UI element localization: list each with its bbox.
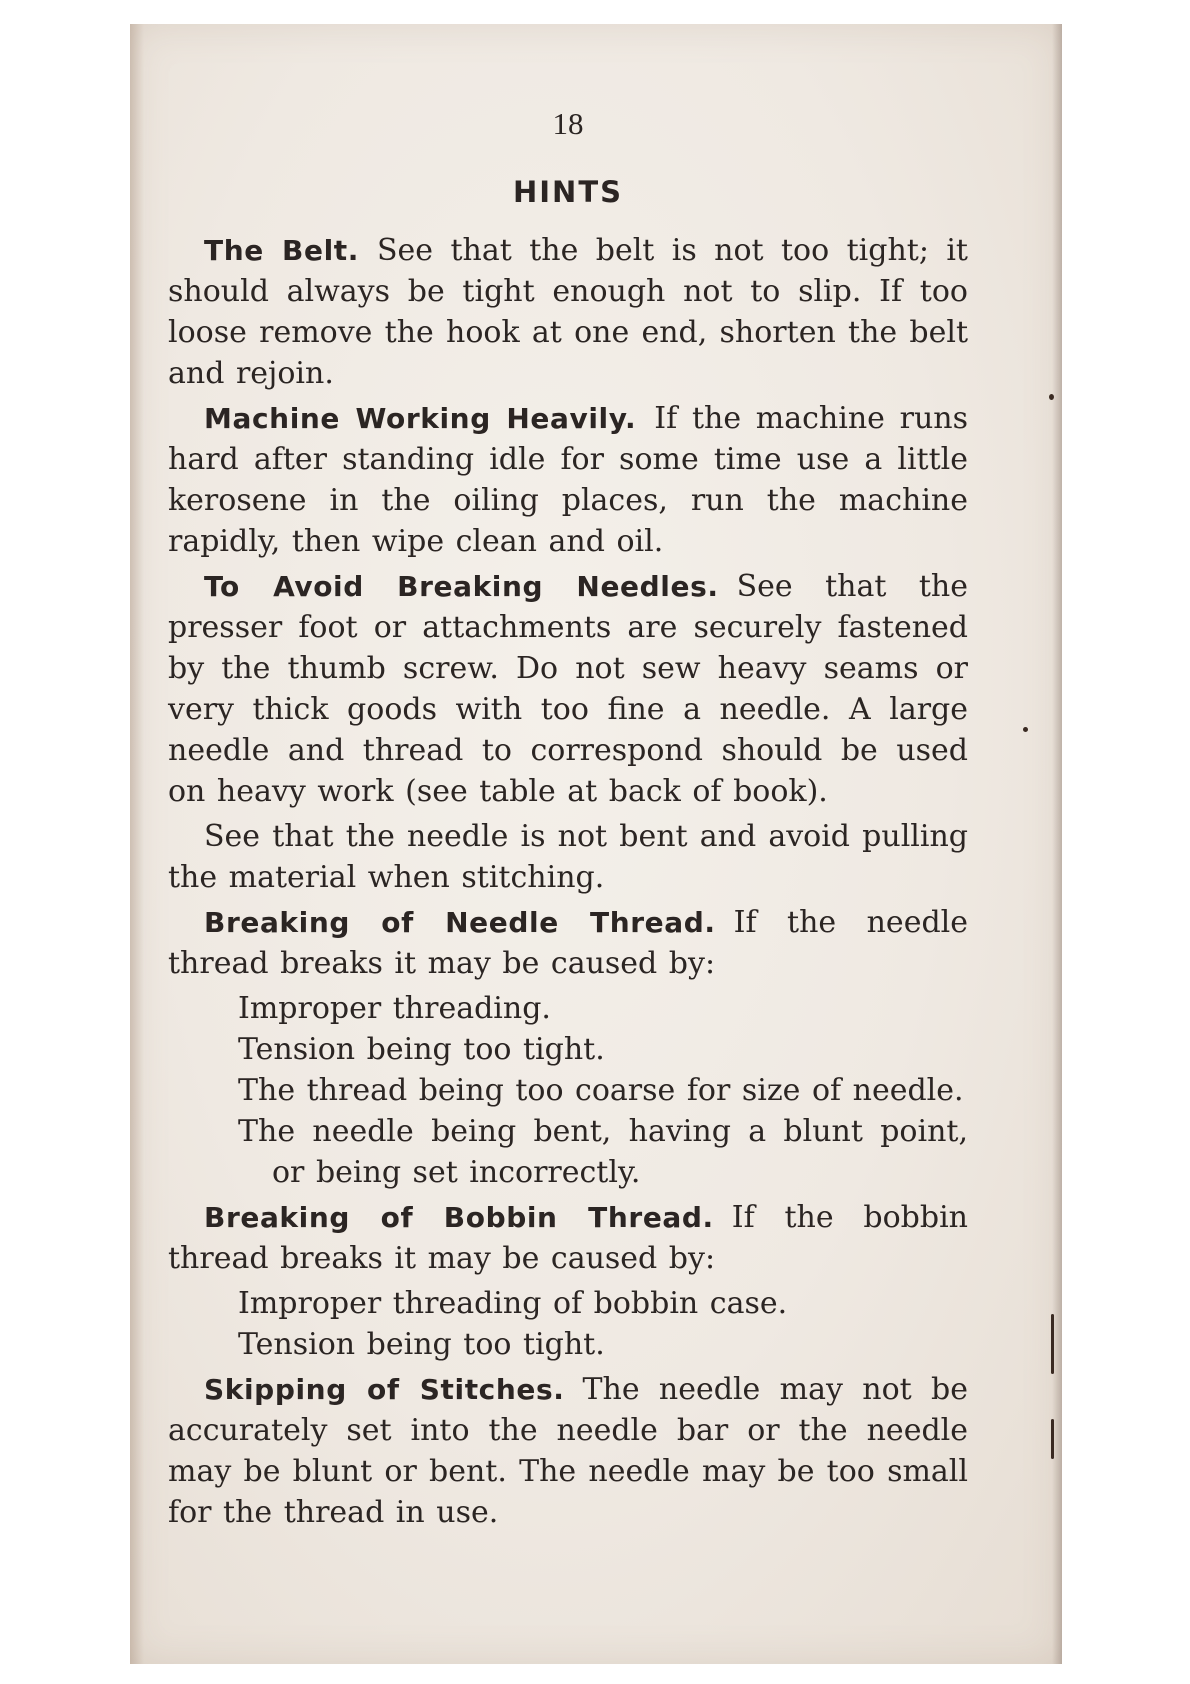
page-number: 18: [552, 106, 584, 141]
page-edge-shadow-right: [1052, 24, 1062, 1664]
section-title: Breaking of Bobbin Thread.: [204, 1201, 714, 1234]
section-title: The Belt.: [204, 234, 359, 267]
section-needles-extra: See that the needle is not bent and avoid pulling the material when stitching.: [168, 819, 968, 895]
section-body: If the bobbin thread breaks it may be caused by:: [168, 1200, 968, 1276]
list-item: The thread being too coarse for size of needle.: [238, 1073, 964, 1108]
section-title: Machine Working Heavily.: [204, 402, 637, 435]
section-avoid-breaking-needles: [168, 566, 968, 812]
ink-speck: [1049, 394, 1054, 400]
list-item: The needle being bent, having a blunt point, or being set incorrectly.: [238, 1114, 968, 1190]
section-title: To Avoid Breaking Needles.: [204, 570, 719, 603]
needle-thread-causes-list: [168, 988, 968, 1193]
list-item: Improper threading of bobbin case.: [238, 1286, 788, 1321]
bobbin-thread-causes-list: [168, 1283, 968, 1365]
section-body: See that the presser foot or attachments are securely fastened by the thumb screw. Do not sew heavy seams or very thick goods with too fine a needle. A large needle and thread to correspond should be used on heavy work (see table at back of book).: [168, 569, 968, 809]
section-title: Skipping of Stitches.: [204, 1373, 565, 1406]
section-title: Breaking of Needle Thread.: [204, 906, 716, 939]
section-breaking-needle-thread: [168, 902, 968, 984]
list-item: Tension being too tight.: [238, 1327, 605, 1362]
page-edge-shadow-left: [130, 24, 144, 1664]
ink-speck: [1023, 727, 1028, 732]
section-machine-working-heavily: [168, 398, 968, 562]
ink-speck: [1051, 1314, 1054, 1374]
section-body: See that the belt is not too tight; it should always be tight enough not to slip. If too loose remove the hook at one end, shorten the belt and rejoin.: [168, 233, 968, 391]
section-body: If the machine runs hard after standing idle for some time use a little kerosene in the oiling places, run the machine rapidly, then wipe clean and oil.: [168, 401, 969, 559]
book-page: [130, 24, 1062, 1664]
section-body: If the needle thread breaks it may be caused by:: [168, 905, 968, 981]
list-item: Tension being too tight.: [238, 1032, 605, 1067]
section-body: The needle may not be accurately set into the needle bar or the needle may be blunt or bent. The needle may be too small for the thread in use.: [168, 1372, 968, 1530]
page-text: [168, 104, 968, 1537]
ink-speck: [1051, 1419, 1054, 1459]
section-belt: [168, 230, 968, 394]
list-item: Improper threading.: [238, 991, 551, 1026]
page-heading: HINTS: [513, 175, 623, 209]
section-breaking-bobbin-thread: [168, 1197, 968, 1279]
section-skipping-stitches: [168, 1369, 968, 1533]
